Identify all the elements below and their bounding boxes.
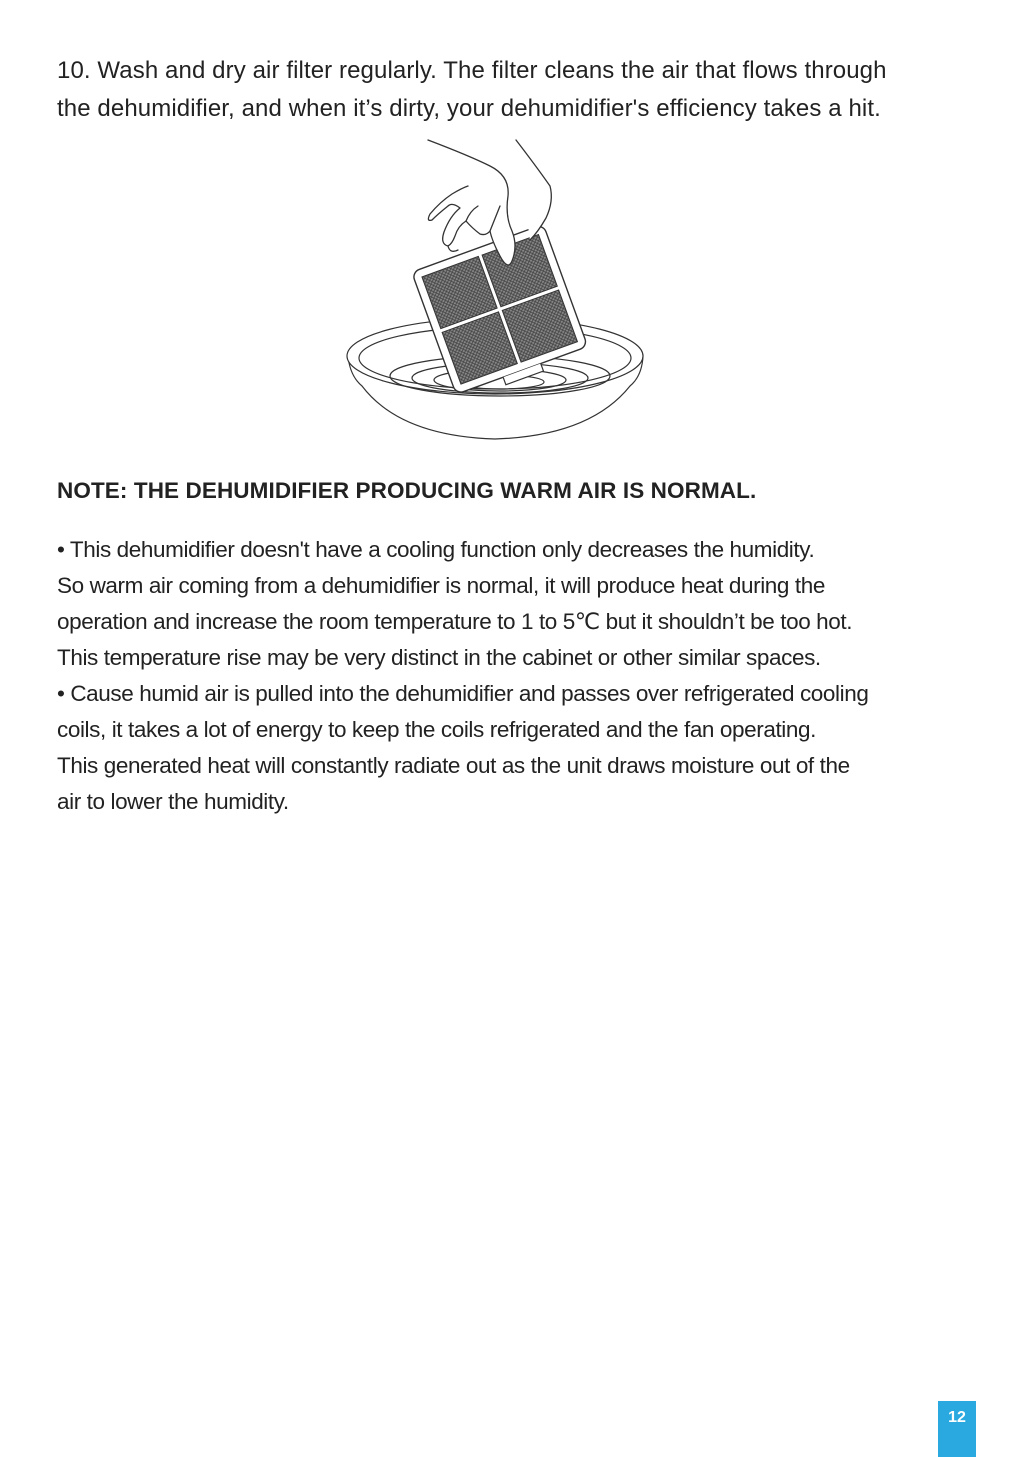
- body-line: • Cause humid air is pulled into the dehumidifier and passes over refrigerated cooling: [57, 681, 869, 706]
- body-line: So warm air coming from a dehumidifier is normal, it will produce heat during the: [57, 573, 825, 598]
- warm-air-explanation: [57, 532, 987, 820]
- intro-line-2: the dehumidifier, and when it’s dirty, your dehumidifier's efficiency takes a hit.: [57, 95, 881, 122]
- step-10-text: [57, 52, 997, 128]
- body-line: • This dehumidifier doesn't have a cooling function only decreases the humidity.: [57, 537, 815, 562]
- body-line: This generated heat will constantly radiate out as the unit draws moisture out of the: [57, 753, 850, 778]
- body-line: operation and increase the room temperature to 1 to 5℃ but it shouldn’t be too hot.: [57, 609, 853, 634]
- page-number-badge: 12: [938, 1401, 976, 1457]
- filter-washing-illustration: [340, 136, 650, 448]
- body-line: air to lower the humidity.: [57, 789, 289, 814]
- note-heading: NOTE: THE DEHUMIDIFIER PRODUCING WARM AIR IS NORMAL.: [57, 478, 757, 503]
- intro-line-1: 10. Wash and dry air filter regularly. The filter cleans the air that flows through: [57, 57, 887, 84]
- body-line: This temperature rise may be very distinct in the cabinet or other similar spaces.: [57, 645, 821, 670]
- body-line: coils, it takes a lot of energy to keep the coils refrigerated and the fan operating.: [57, 717, 816, 742]
